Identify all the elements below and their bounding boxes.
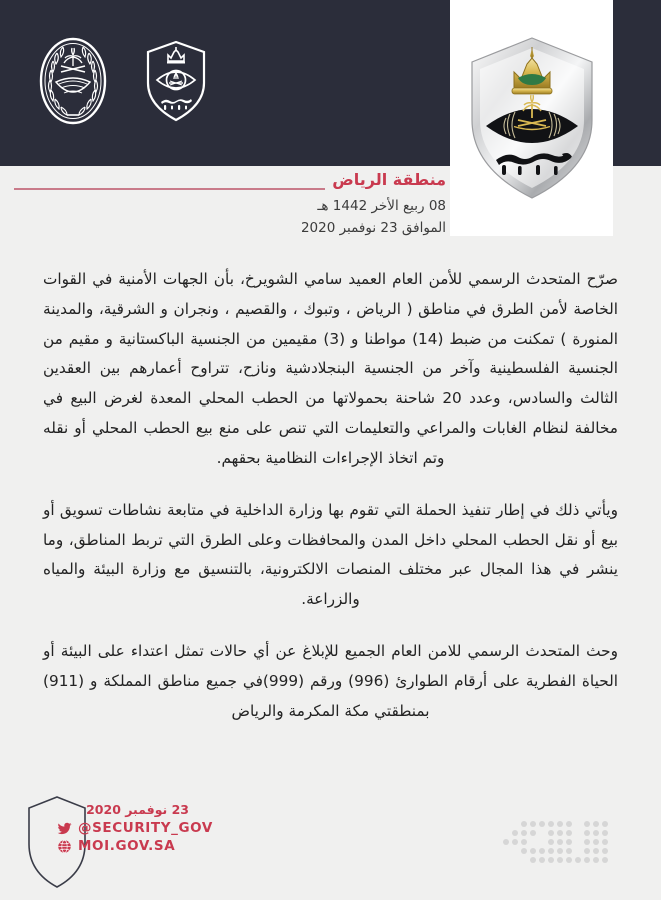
body-paragraph: صرّح المتحدث الرسمي للأمن العام العميد سامي الشويرخ، بأن الجهات الأمنية في القوات الخاصة لأمن الطرق في مناطق ( الرياض ، وتبوك ، والقصيم ، ونجران و الشرقية، والمدينة المنورة ) تمكنت من ضبط (14) مواطنا و (3) مقيمين من الجنسية الباكستانية و مقيم من الجنسية الفلسطينية وآخر من الجنسية البنجلادشية ونازح، تتراوح أعمارهم بين العقدين الثالث والسادس، وعدد 20 شاحنة بحمولاتها من الحطب المحلي المعدة لغرض البيع في مخالفة لنظام الغابات والمراعي والتعليمات التي تنص على منع بيع الحطب المحلي أو نقله وتم اتخاذ الإجراءات النظامية بحقهم. <box>43 270 619 467</box>
public-security-shield-logo <box>144 39 208 123</box>
footer-date: 23 نوفمبر 2020 <box>86 802 189 817</box>
press-release-body <box>43 265 618 727</box>
date-gregorian: الموافق 23 نوفمبر 2020 <box>300 219 446 236</box>
date-hijri: 08 ربيع الأخر 1442 هـ <box>317 198 446 214</box>
title-divider-rule <box>14 188 325 190</box>
website-url: MOI.GOV.SA <box>78 838 176 854</box>
emblem-panel <box>450 0 613 236</box>
footer-contact-block <box>57 802 213 856</box>
ministry-of-interior-logo <box>38 36 108 126</box>
twitter-handle: @SECURITY_GOV <box>78 820 213 836</box>
footer <box>0 790 661 900</box>
globe-icon <box>57 839 72 854</box>
twitter-icon <box>57 821 72 836</box>
page-title: منطقة الرياض <box>332 170 446 189</box>
body-paragraph: ويأتي ذلك في إطار تنفيذ الحملة التي تقوم بها وزارة الداخلية في متابعة نشاطات تسويق أو بيع أو نقل الحطب المحلي داخل المدن والمحافظات وعلى الطرق التي تربط المناطق، وما ينشر في هذا المجال عبر مختلف المنصات الالكترونية، بالتنسيق مع وزارة البيئة والمياه والزراعة. <box>43 500 618 609</box>
dotted-decoration <box>496 815 626 874</box>
body-paragraph: وحث المتحدث الرسمي للامن العام الجميع للإبلاغ عن أي حالات تمثل اعتداء على البيئة أو الحياة الفطرية على أرقام الطوارئ (996) ورقم (999)في جميع مناطق المملكة و (911) بمنطقتي مكة المكرمة والرياض <box>43 642 618 720</box>
region-title-row <box>332 170 446 189</box>
website-link[interactable] <box>57 838 213 854</box>
header-logo-group <box>38 36 208 126</box>
date-block <box>301 196 446 240</box>
twitter-link[interactable] <box>57 820 213 836</box>
public-security-main-emblem <box>462 34 602 206</box>
